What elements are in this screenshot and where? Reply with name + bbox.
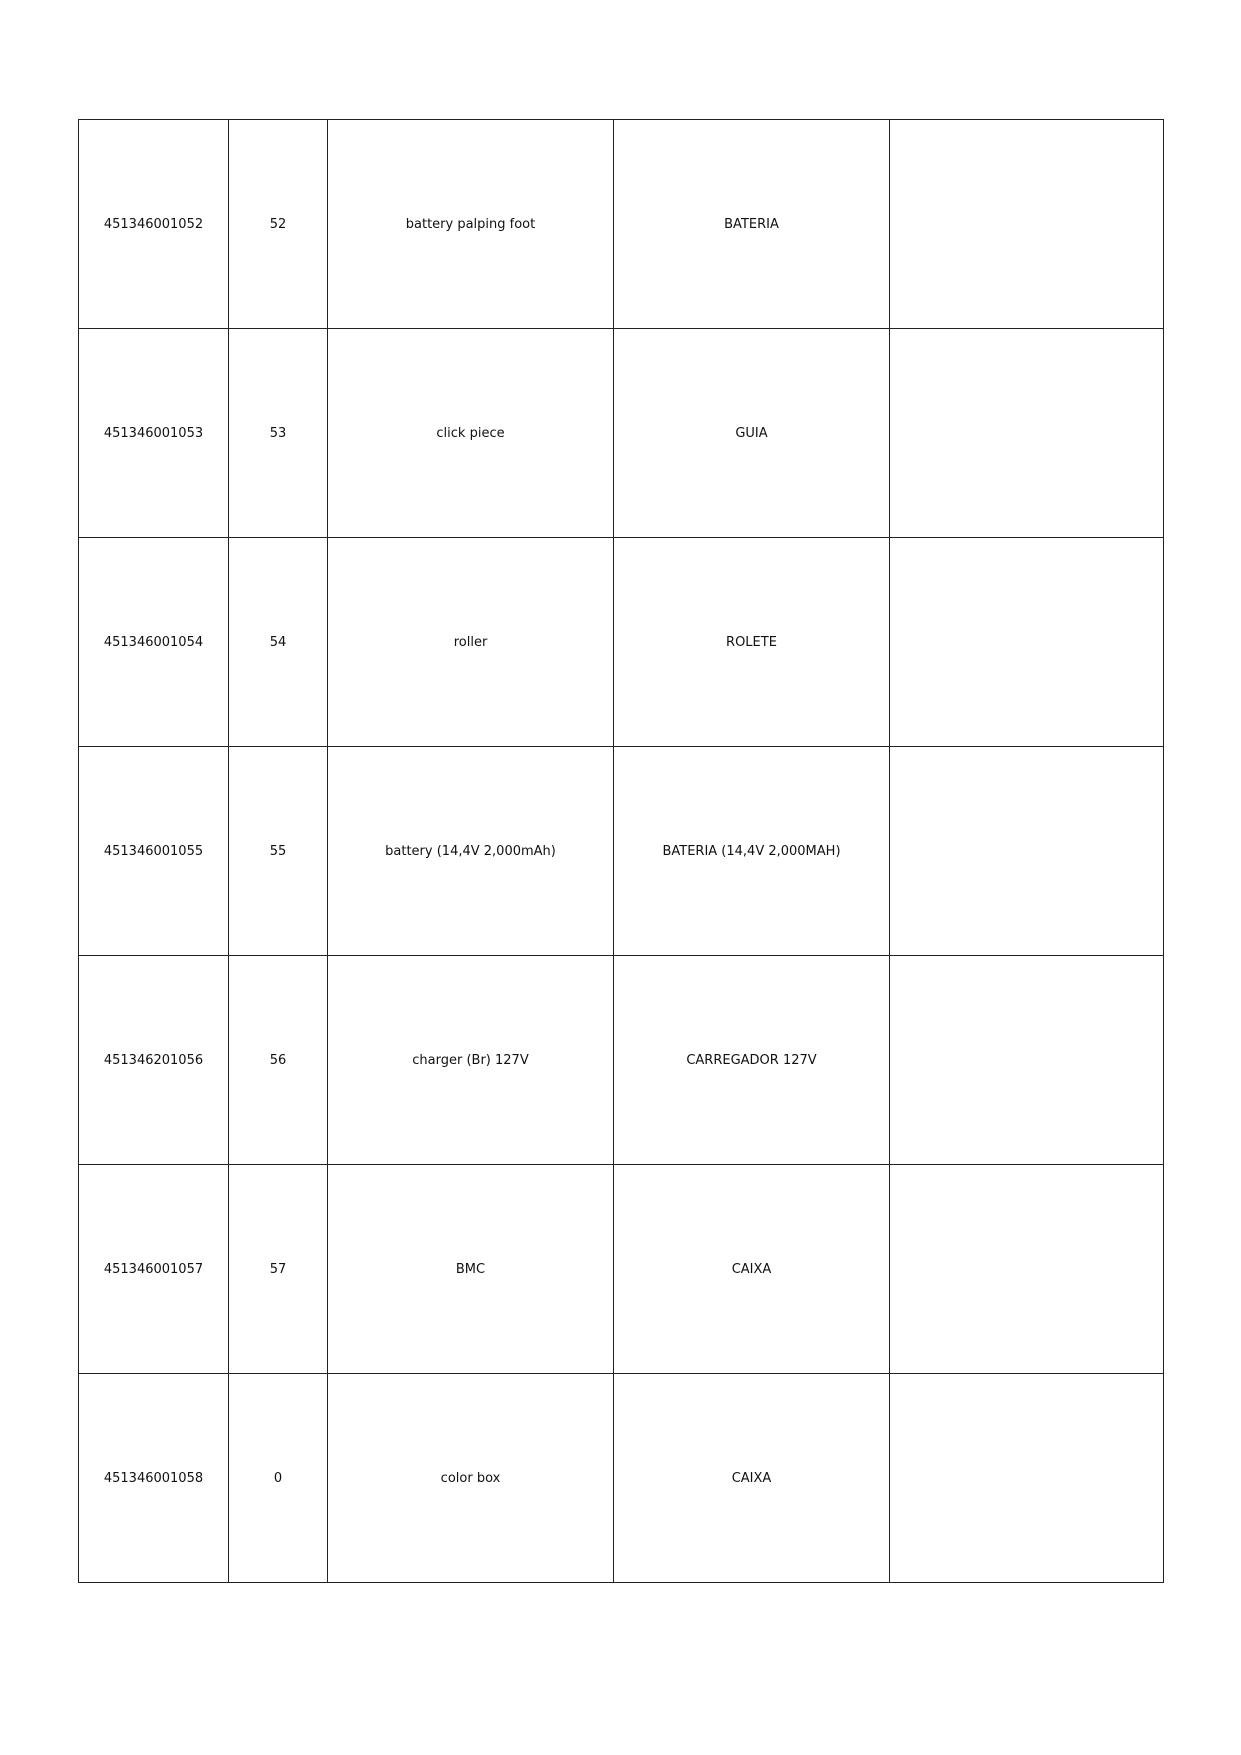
description-pt-cell: BATERIA	[614, 120, 890, 329]
table-row	[79, 1165, 1164, 1374]
table-row	[79, 747, 1164, 956]
description-en-cell: roller	[328, 538, 614, 747]
description-pt-cell: ROLETE	[614, 538, 890, 747]
part-number-cell: 451346001057	[79, 1165, 229, 1374]
description-pt-cell: CARREGADOR 127V	[614, 956, 890, 1165]
description-en-cell: click piece	[328, 329, 614, 538]
position-cell: 0	[229, 1374, 328, 1583]
table-row	[79, 1374, 1164, 1583]
table-row	[79, 329, 1164, 538]
notes-cell	[890, 120, 1164, 329]
description-pt-cell: BATERIA (14,4V 2,000MAH)	[614, 747, 890, 956]
description-en-cell: BMC	[328, 1165, 614, 1374]
parts-table	[78, 119, 1164, 1583]
parts-table-body	[79, 120, 1164, 1583]
part-number-cell: 451346001052	[79, 120, 229, 329]
description-en-cell: charger (Br) 127V	[328, 956, 614, 1165]
notes-cell	[890, 329, 1164, 538]
description-pt-cell: CAIXA	[614, 1374, 890, 1583]
table-row	[79, 956, 1164, 1165]
position-cell: 52	[229, 120, 328, 329]
part-number-cell: 451346001053	[79, 329, 229, 538]
part-number-cell: 451346001054	[79, 538, 229, 747]
notes-cell	[890, 1374, 1164, 1583]
position-cell: 57	[229, 1165, 328, 1374]
notes-cell	[890, 1165, 1164, 1374]
description-en-cell: color box	[328, 1374, 614, 1583]
description-en-cell: battery (14,4V 2,000mAh)	[328, 747, 614, 956]
description-en-cell: battery palping foot	[328, 120, 614, 329]
notes-cell	[890, 747, 1164, 956]
description-pt-cell: GUIA	[614, 329, 890, 538]
part-number-cell: 451346201056	[79, 956, 229, 1165]
position-cell: 53	[229, 329, 328, 538]
part-number-cell: 451346001058	[79, 1374, 229, 1583]
position-cell: 56	[229, 956, 328, 1165]
description-pt-cell: CAIXA	[614, 1165, 890, 1374]
notes-cell	[890, 956, 1164, 1165]
position-cell: 55	[229, 747, 328, 956]
notes-cell	[890, 538, 1164, 747]
position-cell: 54	[229, 538, 328, 747]
part-number-cell: 451346001055	[79, 747, 229, 956]
table-row	[79, 538, 1164, 747]
table-row	[79, 120, 1164, 329]
